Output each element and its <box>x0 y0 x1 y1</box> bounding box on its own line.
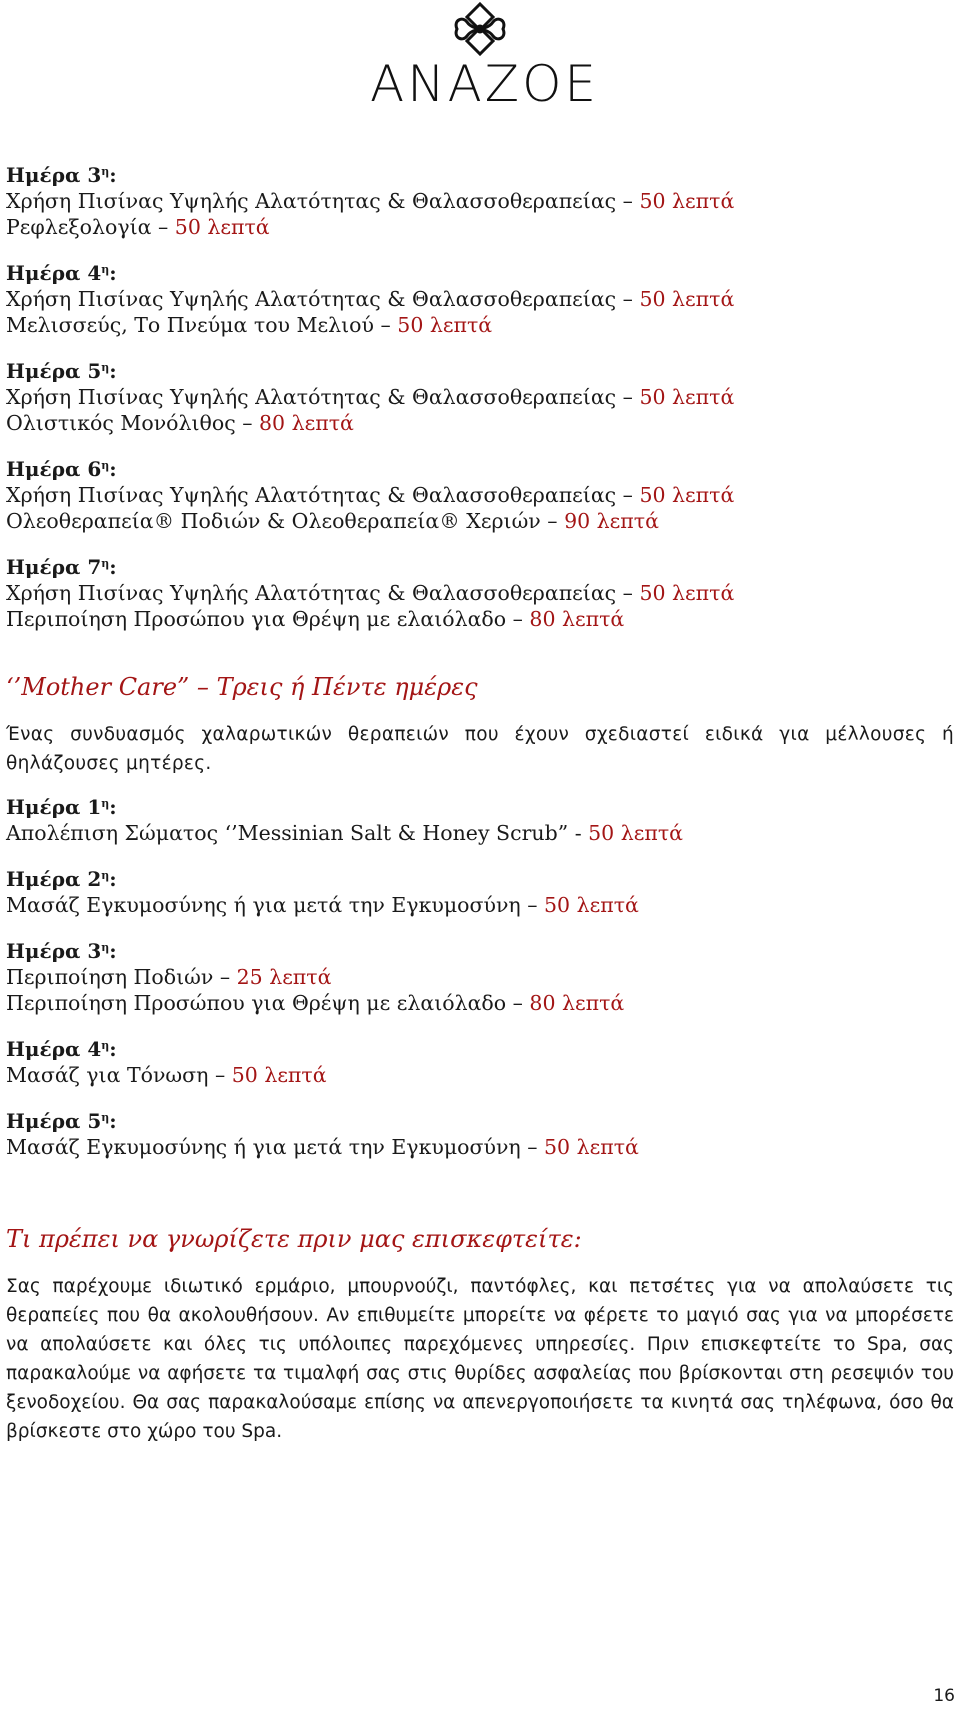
mother-care-days <box>6 794 956 1160</box>
day-label: Ημέρα 1 <box>6 795 102 819</box>
treatment-name: Χρήση Πισίνας Υψηλής Αλατότητας & Θαλασσοθεραπείας <box>6 287 617 311</box>
spacer <box>6 534 956 554</box>
info-body: Σας παρέχουμε ιδιωτικό ερμάριο, μπουρνούζι, παντόφλες, και πετσέτες για να απολαύσετε τις θεραπείες που θα ακολουθήσουν. Αν επιθυμείτε μπορείτε να φέρετε το μαγιό σας για να μπορέσετε να απολαύσετε και όλες τις υπόλοιπες παρεχόμενες υπηρεσίες. Πριν επισκεφτείτε το Spa, σας παρακαλούμε να αφήσετε τα τιμαλφή σας στις θυρίδες ασφαλείας που βρίσκονται στη ρεσεψιόν του ξενοδοχείου. Θα σας παρακαλούσαμε επίσης να απενεργοποιήσετε τα κινητά σας τηλέφωνα, όσο θα βρίσκεστε στο χώρο του Spa. <box>6 1276 954 1442</box>
page-number: 16 <box>933 1686 955 1706</box>
treatment-dash: – <box>616 483 640 507</box>
treatment-name: Μελισσεύς, Το Πνεύμα του Μελιού <box>6 313 374 337</box>
treatment-dash: – <box>213 965 237 989</box>
treatment-name: Ολιστικός Μονόλιθος <box>6 411 236 435</box>
day-heading <box>6 456 956 482</box>
treatment-line <box>6 384 956 410</box>
treatment-line <box>6 214 956 240</box>
treatment-duration: 25 λεπτά <box>236 965 332 989</box>
spacer <box>6 436 956 456</box>
spacer <box>6 1088 956 1108</box>
logo-wordmark: ANAZOE <box>370 55 600 113</box>
treatment-dash: – <box>235 411 259 435</box>
treatment-name: Περιποίηση Προσώπου για Θρέψη με ελαιόλαδο <box>6 991 507 1015</box>
spacer <box>6 240 956 260</box>
day-heading <box>6 554 956 580</box>
treatment-line <box>6 990 956 1016</box>
treatment-line <box>6 606 956 632</box>
day-heading <box>6 866 956 892</box>
day-block <box>6 554 956 632</box>
day-heading <box>6 1108 956 1134</box>
program-days <box>6 162 956 632</box>
day-label: Ημέρα 4 <box>6 1037 102 1061</box>
treatment-dash: – <box>506 991 530 1015</box>
treatment-duration: 50 λεπτά <box>639 483 735 507</box>
treatment-duration: 50 λεπτά <box>544 1135 639 1159</box>
treatment-name: Περιποίηση Ποδιών <box>6 965 214 989</box>
treatment-dash: – <box>616 385 640 409</box>
spacer <box>6 632 956 672</box>
day-block <box>6 1108 956 1160</box>
treatment-dash: – <box>208 1063 232 1087</box>
day-label: Ημέρα 6 <box>6 457 102 481</box>
treatment-name: Χρήση Πισίνας Υψηλής Αλατότητας & Θαλασσοθεραπείας <box>6 189 617 213</box>
day-colon: : <box>109 939 117 963</box>
mother-care-title: ‘’Mother Care” – Τρεις ή Πέντε ημέρες <box>6 673 478 701</box>
treatment-name: Χρήση Πισίνας Υψηλής Αλατότητας & Θαλασσοθεραπείας <box>6 581 617 605</box>
treatment-line <box>6 508 956 534</box>
day-colon: : <box>109 163 117 187</box>
main-content <box>6 162 956 1446</box>
treatment-duration: 50 λεπτά <box>639 581 735 605</box>
treatment-name: Απολέπιση Σώματος ‘’Messinian Salt & Honey Scrub” <box>6 821 569 845</box>
treatment-duration: 50 λεπτά <box>174 215 270 239</box>
day-heading <box>6 358 956 384</box>
treatment-name: Χρήση Πισίνας Υψηλής Αλατότητας & Θαλασσοθεραπείας <box>6 483 617 507</box>
treatment-line <box>6 1062 956 1088</box>
spacer <box>6 338 956 358</box>
treatment-dash: - <box>568 821 589 845</box>
day-heading <box>6 260 956 286</box>
spacer <box>6 846 956 866</box>
day-ordinal: η <box>101 361 110 374</box>
treatment-dash: – <box>616 581 640 605</box>
treatment-dash: – <box>520 1135 544 1159</box>
day-label: Ημέρα 3 <box>6 163 102 187</box>
treatment-dash: – <box>540 509 565 533</box>
day-colon: : <box>109 457 117 481</box>
day-block <box>6 938 956 1016</box>
day-block <box>6 866 956 918</box>
day-heading <box>6 162 956 188</box>
day-colon: : <box>109 1037 117 1061</box>
day-heading <box>6 1036 956 1062</box>
treatment-name: Περιποίηση Προσώπου για Θρέψη με ελαιόλαδο <box>6 607 507 631</box>
day-colon: : <box>109 1109 117 1133</box>
treatment-duration: 50 λεπτά <box>639 385 735 409</box>
treatment-duration: 80 λεπτά <box>529 607 625 631</box>
treatment-dash: – <box>151 215 175 239</box>
treatment-duration: 50 λεπτά <box>397 313 493 337</box>
day-colon: : <box>109 261 117 285</box>
treatment-name: Μασάζ Εγκυμοσύνης ή για μετά την Εγκυμοσύνη <box>6 1135 521 1159</box>
day-block <box>6 358 956 436</box>
spacer <box>6 918 956 938</box>
treatment-duration: 80 λεπτά <box>259 411 354 435</box>
info-title: Τι πρέπει να γνωρίζετε πριν μας επισκεφτείτε: <box>6 1225 582 1253</box>
treatment-dash: – <box>616 189 640 213</box>
treatment-dash: – <box>373 313 398 337</box>
ornament-icon <box>449 0 511 56</box>
treatment-line <box>6 580 956 606</box>
day-colon: : <box>109 555 117 579</box>
day-ordinal: η <box>101 557 110 570</box>
treatment-dash: – <box>616 287 640 311</box>
treatment-name: Μασάζ Εγκυμοσύνης ή για μετά την Εγκυμοσύνη <box>6 893 521 917</box>
day-label: Ημέρα 7 <box>6 555 102 579</box>
day-ordinal: η <box>101 1039 110 1052</box>
day-block <box>6 1036 956 1088</box>
treatment-line <box>6 410 956 436</box>
day-ordinal: η <box>101 941 110 954</box>
mother-care-description: Ένας συνδυασμός χαλαρωτικών θεραπειών που έχουν σχεδιαστεί ειδικά για μέλλουσες ή θηλάζουσες μητέρες. <box>6 724 954 774</box>
day-label: Ημέρα 3 <box>6 939 102 963</box>
treatment-line <box>6 188 956 214</box>
treatment-duration: 50 λεπτά <box>588 821 684 845</box>
treatment-line <box>6 286 956 312</box>
day-label: Ημέρα 2 <box>6 867 102 891</box>
day-colon: : <box>109 867 117 891</box>
treatment-duration: 50 λεπτά <box>639 189 735 213</box>
day-ordinal: η <box>101 459 110 472</box>
treatment-name: Ρεφλεξολογία <box>6 215 152 239</box>
day-label: Ημέρα 4 <box>6 261 102 285</box>
treatment-dash: – <box>520 893 544 917</box>
treatment-line <box>6 1134 956 1160</box>
treatment-line <box>6 964 956 990</box>
treatment-name: Χρήση Πισίνας Υψηλής Αλατότητας & Θαλασσοθεραπείας <box>6 385 617 409</box>
treatment-line <box>6 820 956 846</box>
day-heading <box>6 938 956 964</box>
day-block <box>6 456 956 534</box>
treatment-duration: 50 λεπτά <box>231 1063 327 1087</box>
treatment-line <box>6 482 956 508</box>
day-ordinal: η <box>101 869 110 882</box>
treatment-duration: 80 λεπτά <box>529 991 625 1015</box>
day-label: Ημέρα 5 <box>6 359 102 383</box>
day-ordinal: η <box>101 1111 110 1124</box>
day-block <box>6 794 956 846</box>
treatment-line <box>6 312 956 338</box>
treatment-duration: 90 λεπτά <box>564 509 659 533</box>
day-colon: : <box>109 359 117 383</box>
day-label: Ημέρα 5 <box>6 1109 102 1133</box>
day-colon: : <box>109 795 117 819</box>
treatment-name: Μασάζ για Τόνωση <box>6 1063 209 1087</box>
day-block <box>6 260 956 338</box>
treatment-dash: – <box>506 607 530 631</box>
treatment-name: Ολεοθεραπεία® Ποδιών & Ολεοθεραπεία® Χεριών <box>6 509 541 533</box>
treatment-duration: 50 λεπτά <box>544 893 639 917</box>
day-block <box>6 162 956 240</box>
anazoe-logo <box>370 0 600 120</box>
day-ordinal: η <box>101 797 110 810</box>
day-ordinal: η <box>101 263 110 276</box>
treatment-duration: 50 λεπτά <box>639 287 735 311</box>
day-ordinal: η <box>101 165 110 178</box>
day-heading <box>6 794 956 820</box>
spacer <box>6 1016 956 1036</box>
treatment-line <box>6 892 956 918</box>
